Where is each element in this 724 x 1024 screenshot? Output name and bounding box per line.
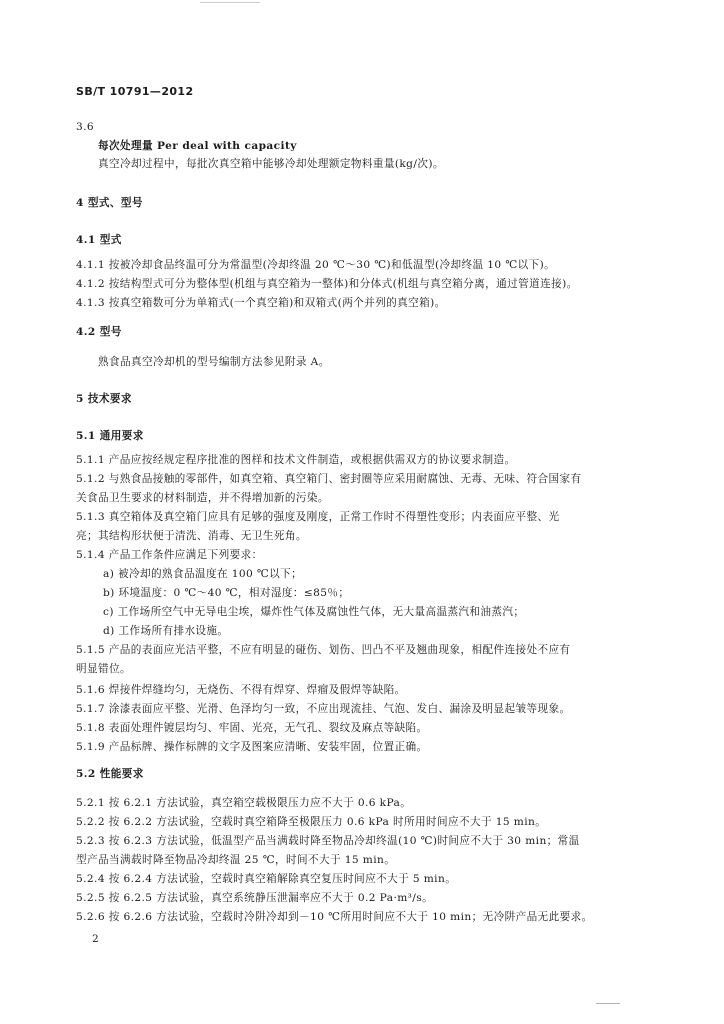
section-5-1-heading: 5.1 通用要求 <box>76 430 144 442</box>
clause-5-2-3-line2: 型产品当满载时降至物品冷却终温 25 ℃，时间不大于 15 min。 <box>76 854 396 866</box>
clause-5-1-6: 5.1.6 焊接件焊缝均匀，无烧伤、不得有焊穿、焊瘤及假焊等缺陷。 <box>76 684 406 696</box>
clause-5-1-4-c: c) 工作场所空气中无导电尘埃，爆炸性气体及腐蚀性气体，无大量高温蒸汽和油蒸汽； <box>103 606 525 618</box>
clause-3-6-number: 3.6 <box>76 121 95 133</box>
clause-5-1-4: 5.1.4 产品工作条件应满足下列要求： <box>76 549 263 561</box>
clause-5-1-7: 5.1.7 涂漆表面应平整、光滑、色泽均匀一致，不应出现流挂、气泡、发白、漏涂及明显起皱等现象。 <box>76 703 571 715</box>
clause-5-1-5-line1: 5.1.5 产品的表面应光洁平整，不应有明显的碰伤、划伤、凹凸不平及翘曲现象，相配件连接处不应有 <box>76 644 571 656</box>
section-4-2-heading: 4.2 型号 <box>76 326 122 338</box>
clause-5-2-4: 5.2.4 按 6.2.4 方法试验，空载时真空箱解除真空复压时间应不大于 5 min。 <box>76 873 457 885</box>
section-5-heading: 5 技术要求 <box>76 393 132 405</box>
clause-5-1-8: 5.1.8 表面处理件镀层均匀、牢固、光亮，无气孔、裂纹及麻点等缺陷。 <box>76 722 428 734</box>
clause-5-2-6: 5.2.6 按 6.2.6 方法试验，空载时冷阱冷却到－10 ℃所用时间应不大于 10 min；无冷阱产品无此要求。 <box>76 911 593 923</box>
clause-4-2-text: 熟食品真空冷却机的型号编制方法参见附录 A。 <box>98 356 330 368</box>
scan-speck <box>200 2 260 3</box>
clause-4-1-2: 4.1.2 按结构型式可分为整体型(机组与真空箱为一整体)和分体式(机组与真空箱分离，通过管道连接)。 <box>76 278 578 290</box>
clause-4-1-3: 4.1.3 按真空箱数可分为单箱式(一个真空箱)和双箱式(两个并列的真空箱)。 <box>76 297 446 309</box>
clause-5-1-4-d: d) 工作场所有排水设施。 <box>103 625 229 637</box>
section-4-heading: 4 型式、型号 <box>76 197 143 209</box>
scan-speck <box>596 1003 620 1004</box>
clause-5-1-3-line2: 亮；其结构形状便于清洗、消毒、无卫生死角。 <box>76 530 307 542</box>
clause-5-1-9: 5.1.9 产品标牌、操作标牌的文字及图案应清晰、安装牢固，位置正确。 <box>76 741 428 753</box>
clause-5-1-4-b: b) 环境温度：0 ℃～40 ℃，相对湿度：≤85％； <box>103 587 350 599</box>
clause-5-2-3-line1: 5.2.3 按 6.2.3 方法试验，低温型产品当满载时降至物品冷却终温(10 ℃)时间应不大于 30 min；常温 <box>76 835 580 847</box>
clause-5-1-3-line1: 5.1.3 真空箱体及真空箱门应具有足够的强度及刚度，正常工作时不得塑性变形；内表面应平整、光 <box>76 511 560 523</box>
clause-5-1-4-a: a) 被冷却的熟食品温度在 100 ℃以下； <box>103 568 303 580</box>
clause-5-1-5-line2: 明显错位。 <box>76 663 131 675</box>
clause-5-2-1: 5.2.1 按 6.2.1 方法试验，真空箱空载极限压力应不大于 0.6 kPa。 <box>76 797 412 809</box>
page-number: 2 <box>92 933 100 945</box>
clause-3-6-term: 每次处理量 Per deal with capacity <box>98 140 297 152</box>
standard-code: SB/T 10791—2012 <box>76 85 194 98</box>
section-5-2-heading: 5.2 性能要求 <box>76 768 144 780</box>
clause-4-1-1: 4.1.1 按被冷却食品终温可分为常温型(冷却终温 20 ℃～30 ℃)和低温型(冷却终温 10 ℃以下)。 <box>76 259 556 271</box>
clause-5-1-1: 5.1.1 产品应按经规定程序批准的图样和技术文件制造，或根据供需双方的协议要求制造。 <box>76 454 516 466</box>
clause-5-1-2-line2: 关食品卫生要求的材料制造，并不得增加新的污染。 <box>76 492 329 504</box>
clause-5-2-2: 5.2.2 按 6.2.2 方法试验，空载时真空箱降至极限压力 0.6 kPa 时所用时间应不大于 15 min。 <box>76 816 547 828</box>
section-4-1-heading: 4.1 型式 <box>76 234 122 246</box>
clause-3-6-definition: 真空冷却过程中，每批次真空箱中能够冷却处理额定物料重量(kg/次)。 <box>98 158 444 170</box>
clause-5-1-2-line1: 5.1.2 与熟食品接触的零部件，如真空箱、真空箱门、密封圈等应采用耐腐蚀、无毒、无味、符合国家有 <box>76 473 582 485</box>
clause-5-2-5: 5.2.5 按 6.2.5 方法试验，真空系统静压泄漏率应不大于 0.2 Pa·m³/s。 <box>76 892 434 904</box>
